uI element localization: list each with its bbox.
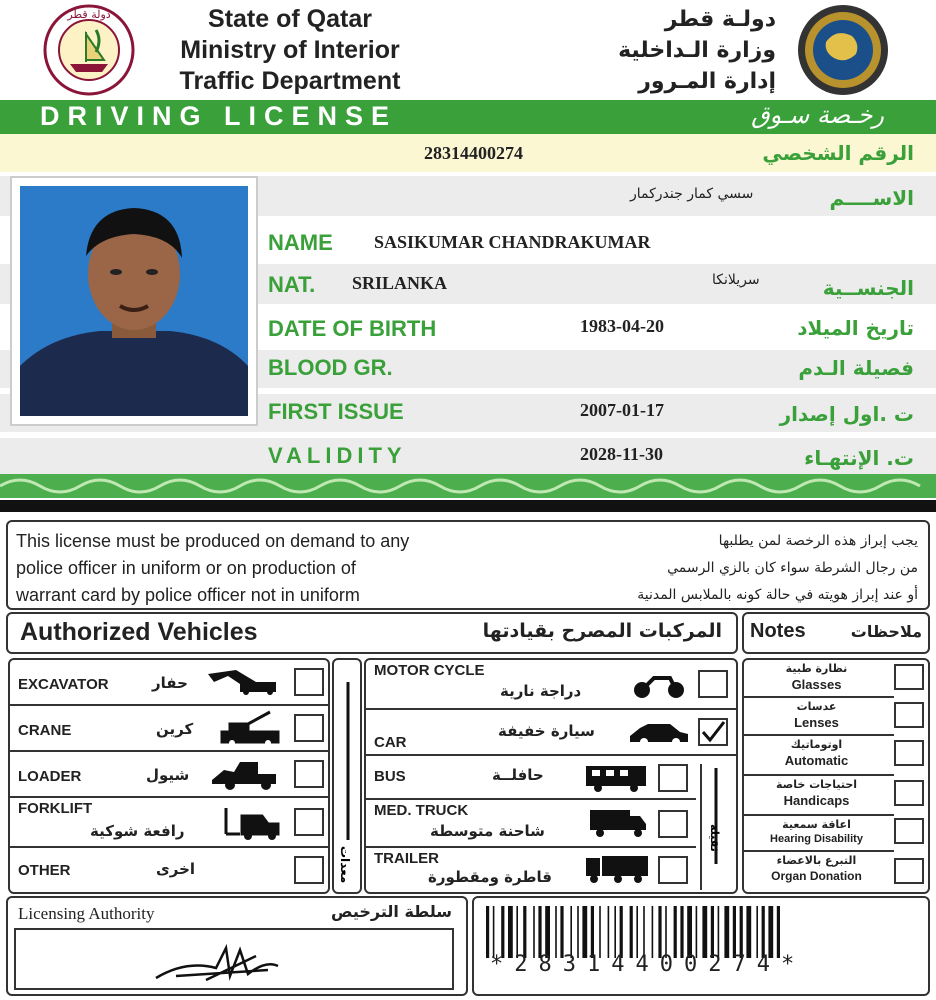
barcode-bar [724, 906, 729, 958]
barcode-bar [762, 906, 765, 958]
notice-box [6, 520, 930, 610]
handicaps-checkbox[interactable] [894, 780, 924, 806]
vehicle-row-crane [10, 706, 328, 752]
note-label-en: Glasses [791, 677, 842, 692]
svg-text:دولة قطر: دولة قطر [67, 8, 111, 21]
barcode-bar [674, 906, 677, 958]
header-ar-line-ministry: وزارة الـداخلية [618, 38, 776, 63]
barcode-bar [746, 906, 751, 958]
dob-value: 1983-04-20 [580, 316, 664, 336]
vehicle-label-en: EXCAVATOR [18, 676, 109, 693]
equipment-vertical-label: معدات [338, 846, 352, 884]
vehicle-row-other [10, 848, 328, 892]
vehicle-label-en: CRANE [18, 722, 72, 739]
vehicles-box [364, 658, 738, 894]
blood-label-en: BLOOD GR. [268, 355, 393, 380]
person-portrait-icon [20, 186, 248, 416]
validity-row [0, 438, 936, 474]
barcode-bar [652, 906, 654, 958]
barcode-bar [577, 906, 579, 958]
note-label-ar: احتياجات خاصة [775, 778, 858, 791]
car-checkbox[interactable] [698, 718, 728, 746]
vehicle-label-ar: سيارة خفيفة [498, 722, 595, 740]
vehicle-label-ar: شيول [146, 766, 190, 784]
barcode-bar [516, 906, 518, 958]
barcode-bar [643, 906, 645, 958]
barcode-bar [614, 906, 616, 958]
gcc-emblem-icon [788, 2, 898, 98]
note-label-ar: نظارة طبية [785, 662, 848, 675]
equipment-bracket [332, 658, 362, 894]
title-english: DRIVING LICENSE [40, 101, 398, 131]
loader-checkbox[interactable] [294, 760, 324, 788]
notice-en-line-1: This license must be produced on demand to any [16, 531, 410, 551]
truck-icon [588, 808, 648, 838]
vehicle-row-excavator [10, 660, 328, 706]
authorized-title-en: Authorized Vehicles [20, 618, 258, 646]
header-arabic [576, 4, 776, 97]
barcode-bar [523, 906, 526, 958]
hearing-checkbox[interactable] [894, 818, 924, 844]
heavy-vertical-label: ثقيلة [708, 824, 721, 852]
authorized-vehicles-header [6, 612, 738, 654]
crane-icon [218, 710, 282, 746]
barcode-bar [545, 906, 550, 958]
vehicle-label-ar: كرين [156, 720, 194, 738]
header-line-ministry: Ministry of Interior [180, 36, 400, 64]
barcode-bar [680, 906, 683, 958]
header-ar-line-state: دولـة قطر [664, 7, 776, 32]
header-line-department: Traffic Department [179, 67, 401, 95]
header-line-state: State of Qatar [208, 5, 372, 33]
personal-id-row [0, 134, 936, 172]
barcode-bar [486, 906, 489, 958]
name-label-ar: الاســــم [829, 186, 914, 210]
barcode-bar [582, 906, 587, 958]
notes-header [742, 612, 930, 654]
notice-ar-line-3: أو عند إبراز هويته في حالة كونه بالملابس المدنية [637, 587, 918, 603]
barcode-bar [508, 906, 513, 958]
holder-photo [10, 176, 258, 426]
dob-label-ar: تاريخ الميلاد [797, 316, 914, 340]
barcode-bar [718, 906, 720, 958]
licensing-authority-box [6, 896, 468, 996]
barcode-bar [560, 906, 563, 958]
note-row-lenses [744, 698, 894, 736]
note-label-en: Automatic [784, 753, 849, 768]
notes-title-ar: ملاحظات [850, 622, 922, 641]
signature-icon [16, 930, 452, 988]
barcode-bar [696, 906, 698, 958]
forklift-checkbox[interactable] [294, 808, 324, 836]
vehicle-label-ar: قاطرة ومقطورة [428, 868, 552, 886]
barcode-bar [599, 906, 601, 958]
barcode-bar [777, 906, 780, 958]
barcode-box [472, 896, 930, 996]
vehicle-label-en: FORKLIFT [18, 800, 93, 817]
barcode-bar [501, 906, 504, 958]
notice-english [16, 528, 409, 609]
note-label-ar: اعاقة سمعية [782, 818, 851, 831]
licensing-label-ar: سلطة الترخيص [331, 902, 452, 921]
barcode-bar [740, 906, 743, 958]
car-icon [628, 720, 690, 746]
lenses-checkbox[interactable] [894, 702, 924, 728]
vehicle-row-car [366, 710, 736, 756]
barcode-bar [570, 906, 572, 958]
note-row-hearing [744, 816, 894, 852]
motorcycle-icon [630, 672, 688, 700]
forklift-icon [222, 806, 282, 840]
vehicle-label-ar: حافلــة [492, 766, 544, 784]
name-label-en: NAME [268, 230, 333, 255]
note-label-ar: عدسات [796, 700, 837, 713]
note-label-en: Lenses [794, 715, 839, 730]
nat-label-en: NAT. [268, 272, 316, 297]
name-value-en: SASIKUMAR CHANDRAKUMAR [374, 232, 651, 252]
nat-value-ar: سريلانكا [712, 272, 760, 288]
automatic-checkbox[interactable] [894, 740, 924, 766]
header-ar-line-department: إدارة المـرور [638, 69, 776, 94]
barcode-bar [733, 906, 736, 958]
personal-id-label-ar: الرقم الشخصي [762, 141, 914, 165]
barcode-bar [533, 906, 535, 958]
barcode-bar [711, 906, 714, 958]
notice-arabic [637, 528, 918, 609]
med-truck-checkbox[interactable] [658, 810, 688, 838]
note-label-ar: التبرع بالاعضاء [776, 854, 857, 867]
heavy-bracket [700, 764, 730, 890]
barcode-icon [482, 906, 922, 958]
organ-donation-checkbox[interactable] [894, 858, 924, 884]
title-arabic: رخـصة سـوق [751, 101, 884, 129]
notes-title-en: Notes [750, 620, 806, 642]
vehicle-label-en: LOADER [18, 768, 82, 785]
note-label-en: Organ Donation [771, 869, 862, 883]
first-issue-label-en: FIRST ISSUE [268, 399, 404, 424]
note-label-en: Handicaps [783, 793, 850, 808]
vehicle-row-forklift [10, 798, 328, 848]
nat-value-en: SRILANKA [352, 273, 448, 293]
note-label-en: Hearing Disability [770, 833, 863, 845]
vehicle-label-en: BUS [374, 768, 406, 785]
crane-checkbox[interactable] [294, 714, 324, 742]
validity-value: 2028-11-30 [580, 444, 663, 464]
barcode-bar [687, 906, 692, 958]
note-label-ar: اوتوماتيك [790, 738, 843, 751]
vehicle-label-en: MOTOR CYCLE [374, 662, 485, 679]
vehicle-label-en: CAR [374, 734, 407, 751]
personal-id-value: 28314400274 [424, 143, 523, 163]
note-row-handicaps [744, 776, 894, 816]
vehicle-label-ar: دراجة نارية [500, 682, 582, 700]
barcode-bar [555, 906, 557, 958]
bus-icon [584, 764, 648, 792]
barcode-bar [608, 906, 610, 958]
notice-ar-line-1: يجب إبراز هذه الرخصة لمن يطلبها [718, 533, 918, 549]
motorcycle-checkbox[interactable] [698, 670, 728, 698]
card-divider [0, 500, 936, 512]
notice-ar-line-2: من رجال الشرطة سواء كان بالزي الرسمي [667, 560, 918, 576]
first-issue-value: 2007-01-17 [580, 400, 664, 420]
barcode-bar [702, 906, 707, 958]
vehicle-label-ar: رافعة شوكية [90, 822, 185, 840]
vehicle-label-en: TRAILER [374, 850, 439, 867]
barcode-bar [538, 906, 541, 958]
barcode-bar [630, 906, 633, 958]
vehicle-row-med-truck [366, 800, 696, 848]
barcode-bar [658, 906, 661, 958]
validity-label-ar: ت. الإنتهـاء [804, 446, 914, 470]
vehicle-label-en: MED. TRUCK [374, 802, 469, 819]
barcode-bar [620, 906, 623, 958]
header-english [150, 4, 430, 97]
barcode-bar [768, 906, 773, 958]
vehicle-row-bus [366, 756, 696, 800]
trailer-checkbox[interactable] [658, 856, 688, 884]
barcode-bar [636, 906, 638, 958]
other-checkbox[interactable] [294, 856, 324, 884]
excavator-icon [206, 668, 282, 696]
barcode-number: *28314400274* [490, 952, 806, 977]
note-row-glasses [744, 660, 894, 698]
licensing-label-en: Licensing Authority [18, 904, 155, 923]
signature-area [14, 928, 454, 990]
loader-icon [210, 758, 282, 790]
checkmark-icon [700, 720, 726, 744]
note-row-automatic [744, 736, 894, 776]
decorative-wave-band [0, 474, 936, 498]
equipment-box [8, 658, 330, 894]
vehicle-label-ar: حفار [152, 674, 188, 692]
glasses-checkbox[interactable] [894, 664, 924, 690]
vehicle-row-trailer [366, 848, 696, 892]
vehicle-label-en: OTHER [18, 862, 71, 879]
vehicle-label-ar: اخرى [156, 860, 196, 878]
notice-en-line-2: police officer in uniform or on production of [16, 558, 356, 578]
authorized-title-ar: المركبات المصرح بقيادتها [482, 620, 722, 642]
qatar-emblem-icon [30, 2, 148, 98]
note-row-organ-donation [744, 852, 894, 892]
vehicle-label-ar: شاحنة متوسطة [430, 822, 545, 840]
vehicle-row-motorcycle [366, 660, 736, 710]
license-back [0, 512, 936, 1000]
notice-en-line-3: warrant card by police officer not in uniform [16, 585, 360, 605]
barcode-bar [756, 906, 758, 958]
photo-background [20, 186, 248, 416]
excavator-checkbox[interactable] [294, 668, 324, 696]
nat-label-ar: الجنســية [822, 276, 914, 300]
notes-box [742, 658, 930, 894]
barcode-bar [493, 906, 495, 958]
validity-label-en: VALIDITY [268, 443, 407, 468]
name-value-ar: سسي كمار جندركمار [630, 186, 754, 202]
bus-checkbox[interactable] [658, 764, 688, 792]
dob-label-en: DATE OF BIRTH [268, 316, 437, 341]
first-issue-label-ar: ت .اول إصدار [779, 402, 914, 426]
trailer-icon [584, 854, 650, 884]
barcode-bar [665, 906, 667, 958]
barcode-bar [591, 906, 594, 958]
vehicle-row-loader [10, 752, 328, 798]
blood-label-ar: فصيلة الـدم [798, 356, 914, 380]
